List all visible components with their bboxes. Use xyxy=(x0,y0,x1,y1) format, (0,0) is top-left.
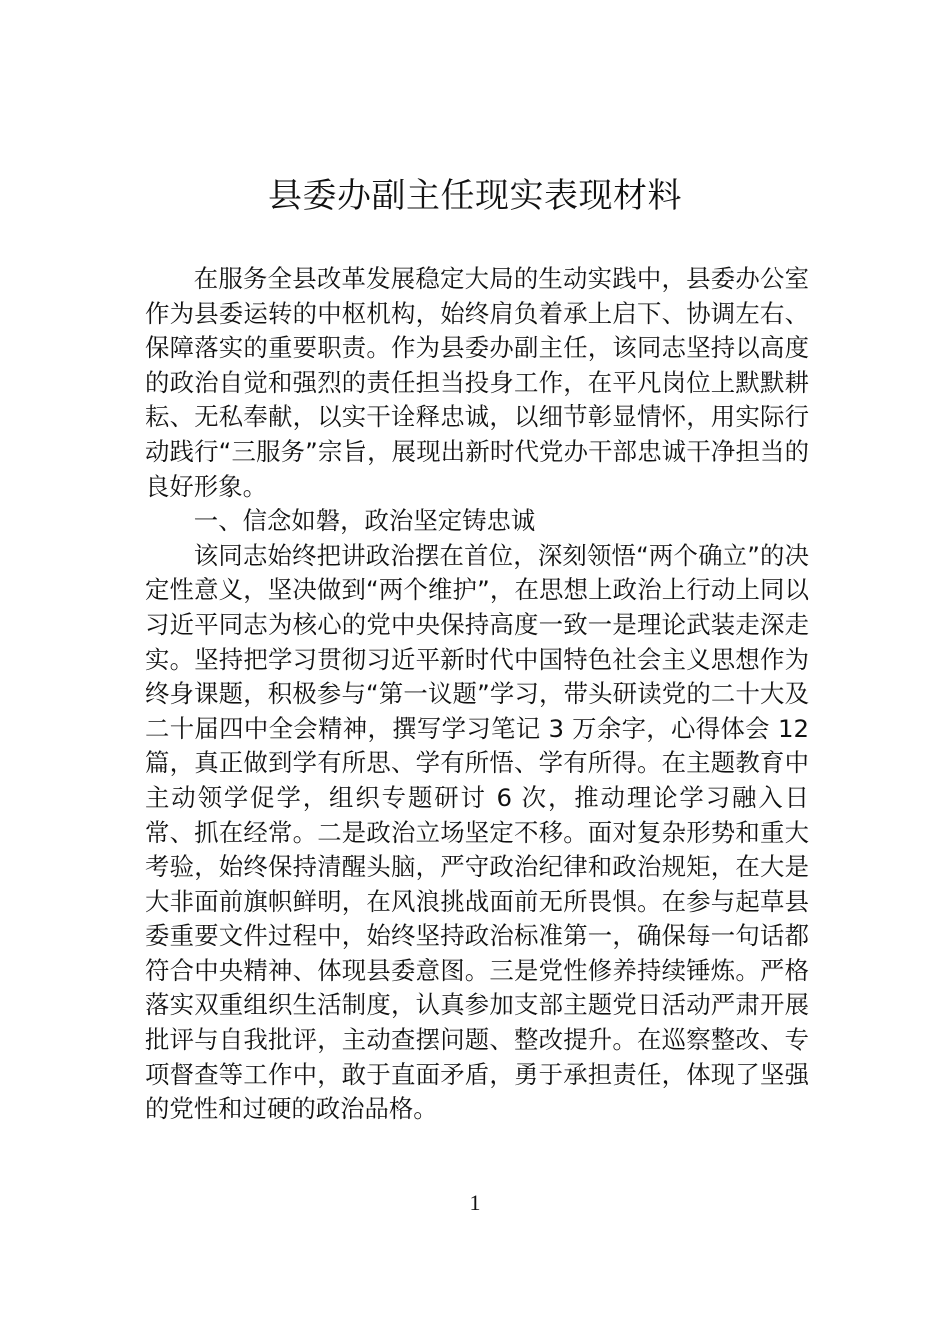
intro-paragraph: 在服务全县改革发展稳定大局的生动实践中，县委办公室作为县委运转的中枢机构，始终肩负着承上启下、协调左右、保障落实的重要职责。作为县委办副主任，该同志坚持以高度的政治自觉和强烈的责任担当投身工作，在平凡岗位上默默耕耘、无私奉献，以实干诠释忠诚，以细节彰显情怀，用实际行动践行“三服务”宗旨，展现出新时代党办干部忠诚干净担当的良好形象。 xyxy=(145,264,809,501)
document-title: 县委办副主任现实表现材料 xyxy=(268,176,682,216)
page-number: 1 xyxy=(469,1190,481,1215)
section-paragraph: 该同志始终把讲政治摆在首位，深刻领悟“两个确立”的决定性意义，坚决做到“两个维护”，在思想上政治上行动上同以习近平同志为核心的党中央保持高度一致一是理论武装走深走实。坚持把学习贯彻习近平新时代中国特色社会主义思想作为终身课题，积极参与“第一议题”学习，带头研读党的二十大及二十届四中全会精神，撰写学习笔记 3 万余字，心得体会 12 篇，真正做到学有所思、学有所悟、学有所得。在主题教育中主动领学促学，组织专题研讨 6 次，推动理论学习融入日常、抓在经常。二是政治立场坚定不移。面对复杂形势和重大考验，始终保持清醒头脑，严守政治纪律和政治规矩，在大是大非面前旗帜鲜明，在风浪挑战面前无所畏惧。在参与起草县委重要文件过程中，始终坚持政治标准第一，确保每一句话都符合中央精神、体现县委意图。三是党性修养持续锤炼。严格落实双重组织生活制度，认真参加支部主题党日活动严肃开展批评与自我批评，主动查摆问题、整改提升。在巡察整改、专项督查等工作中，敢于直面矛盾，勇于承担责任，体现了坚强的党性和过硬的政治品格。 xyxy=(145,540,809,1124)
document-body xyxy=(145,262,809,1127)
section-heading: 一、信念如磐，政治坚定铸忠诚 xyxy=(193,506,536,536)
